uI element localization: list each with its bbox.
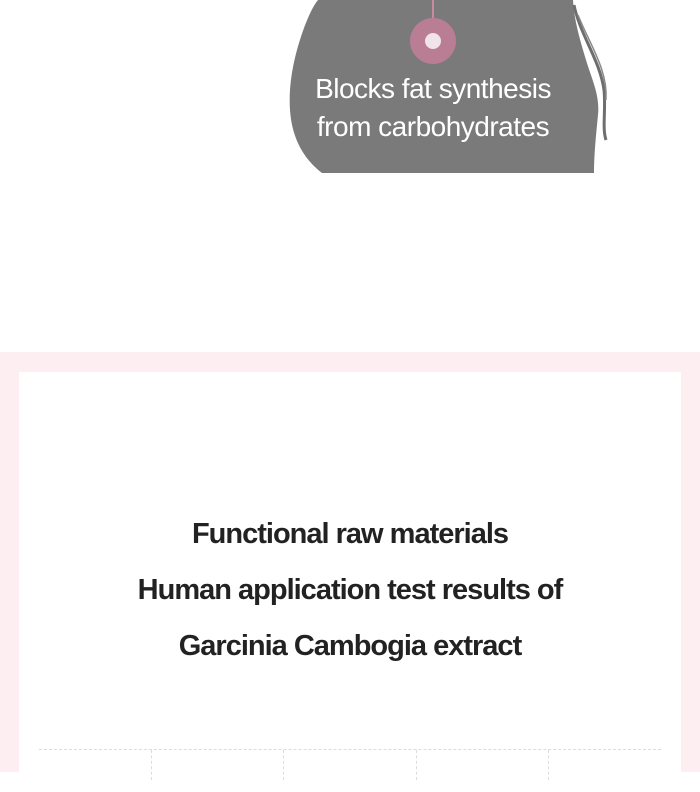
effect-caption-line1: Blocks fat synthesis <box>315 73 551 104</box>
marker-line <box>432 0 434 20</box>
content-card <box>19 372 681 792</box>
marker-dot-icon <box>410 18 456 64</box>
effect-caption <box>290 70 576 146</box>
marker-dot-center <box>425 33 441 49</box>
heading-line2: Human application test results of <box>137 574 563 606</box>
heading-line3: Garcinia Cambogia extract <box>178 630 522 662</box>
effect-caption-line2: from carbohydrates <box>316 111 550 142</box>
results-table-header <box>39 749 661 780</box>
table-divider <box>548 750 549 780</box>
test-results-section <box>0 352 700 772</box>
effect-illustration-section <box>0 0 700 352</box>
table-divider <box>416 750 417 780</box>
heading-line1: Functional raw materials <box>191 518 509 550</box>
table-divider <box>151 750 152 780</box>
table-divider <box>283 750 284 780</box>
section-heading <box>19 506 681 674</box>
